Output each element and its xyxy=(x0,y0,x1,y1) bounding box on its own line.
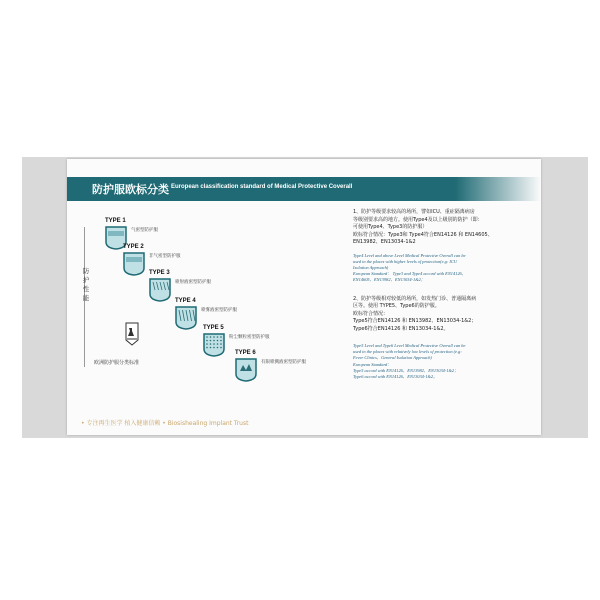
protective-suit-shield-icon xyxy=(149,278,171,302)
text-line: 等级别要求高的地方。使用Type4及以上级别的防护（即： xyxy=(353,216,483,223)
text-line: 欧标符合情况：Type3和 Type4符合EN14126 和 EN14605、 xyxy=(353,231,493,238)
type-description: 喷雾液密型防护服 xyxy=(201,308,237,313)
section2-en xyxy=(353,343,533,380)
type-name: TYPE 2 xyxy=(123,244,144,250)
type-name: TYPE 6 xyxy=(235,350,256,356)
text-line: Type6符合EN14126 和 EN13034-1&2。 xyxy=(353,325,449,332)
type-description: 喷射液密型防护服 xyxy=(175,280,211,285)
section1-cn xyxy=(353,209,533,247)
text-line: Fever Clinics、General Isolation Approach) xyxy=(353,355,432,361)
type-description: 非气密型防护服 xyxy=(149,254,181,259)
axis-char: 防 xyxy=(82,267,90,275)
classification-standard-label: 欧洲防护服分类标准 xyxy=(94,360,140,366)
type-name: TYPE 1 xyxy=(105,218,126,224)
text-line: Type5 Level and Type6 Level Medical Protective Overall can be xyxy=(353,343,466,349)
title-bar xyxy=(67,177,541,201)
title-bar-fade xyxy=(455,177,541,201)
text-line: Type4 Level and above Level Medical Protective Overall can be xyxy=(353,252,466,258)
type-name: TYPE 5 xyxy=(203,325,224,331)
type-description: 气密型防护服 xyxy=(131,228,158,233)
protective-suit-shield-icon xyxy=(175,306,197,330)
text-line: Type6 accord with EN14126、EN13034-1&2。 xyxy=(353,374,438,380)
section2-cn xyxy=(353,296,533,334)
type-description: 有限喷溅液密型防护服 xyxy=(261,360,306,365)
type-description: 粉尘颗粒密型防护服 xyxy=(229,335,270,340)
chemical-hazard-icon xyxy=(123,322,141,346)
axis-char: 护 xyxy=(82,276,90,284)
page-subtitle: European classification standard of Medical Protective Coverall xyxy=(171,184,353,190)
section1-en xyxy=(353,253,533,284)
protective-suit-shield-icon xyxy=(203,333,225,357)
text-line: Type5符合EN14126 和 EN13982、EN13034-1&2； xyxy=(353,318,477,325)
text-line: Isolation Approach) xyxy=(353,264,389,270)
footer-slogan: • 专注再生医学 植入健康信赖 • Biosishealing Implant Trust xyxy=(81,420,249,427)
description-column xyxy=(353,209,533,380)
text-line: 区等。使用 TYPE5、Type6的防护服。 xyxy=(353,303,440,310)
protective-suit-shield-icon xyxy=(235,358,257,382)
text-line: used in the places with relatively low levels of protection (e.g: xyxy=(353,349,462,355)
text-line: 2、防护等级相对较低的场所，如发热门诊、普通隔离病 xyxy=(353,295,477,302)
text-line: EN14605、EN13982、EN13034-1&2； xyxy=(353,277,426,283)
axis-char: 能 xyxy=(82,294,90,302)
axis-char: 性 xyxy=(82,285,90,293)
text-line: 1、防护等级要求较高的场所，譬如ICU、重症隔离病房 xyxy=(353,209,475,215)
text-line: European Standard： xyxy=(353,361,392,367)
type-name: TYPE 4 xyxy=(175,298,196,304)
page-title: 防护服欧标分类 xyxy=(92,183,169,196)
text-line: used in the places with higher levels of protection(e.g: ICU xyxy=(353,258,457,264)
slide xyxy=(67,159,541,435)
type-name: TYPE 3 xyxy=(149,270,170,276)
text-line: 可使用Type4、Type3的防护服） xyxy=(353,224,428,230)
protection-axis-label xyxy=(81,267,91,303)
text-line: European Standard： Type3 and Type4 accord with EN14126、 xyxy=(353,271,467,277)
text-line: Type5 accord with EN14126、EN13982、EN13034-1&2； xyxy=(353,367,459,373)
text-line: EN13982、EN13034-1&2 xyxy=(353,239,416,245)
text-line: 欧标符合情况： xyxy=(353,310,389,317)
protective-suit-shield-icon xyxy=(123,252,145,276)
